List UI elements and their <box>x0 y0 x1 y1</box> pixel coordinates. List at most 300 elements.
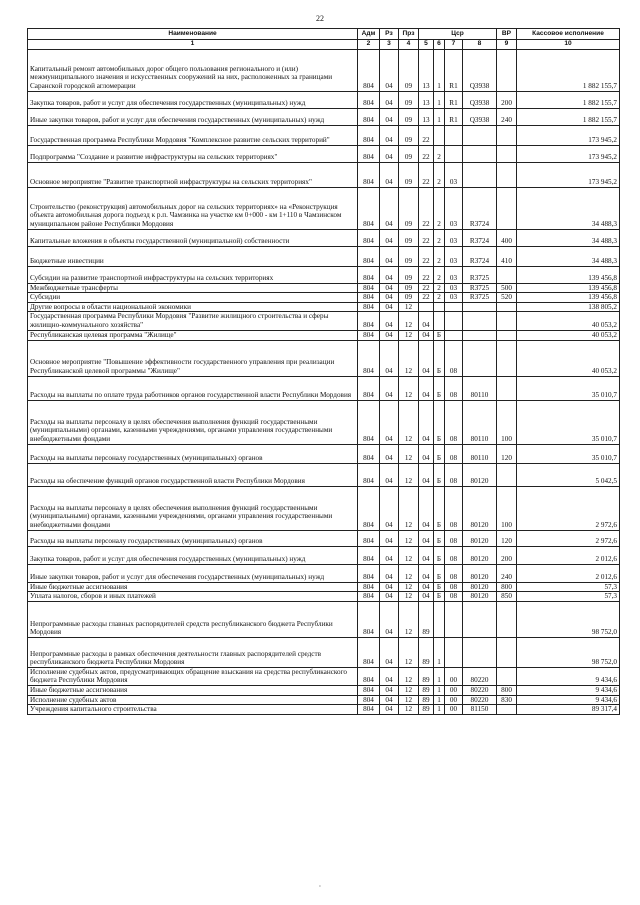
row-csr-subprogram <box>434 302 445 312</box>
row-name: Основное мероприятие "Развитие транспортной инфраструктуры на сельских территориях" <box>28 162 358 187</box>
row-prz: 12 <box>399 302 419 312</box>
row-csr-program: 89 <box>419 667 434 685</box>
row-adm: 804 <box>358 246 380 266</box>
row-adm: 804 <box>358 283 380 293</box>
row-rz: 04 <box>380 125 399 145</box>
row-csr-program: 04 <box>419 530 434 546</box>
row-amount: 1 882 155,7 <box>517 91 620 108</box>
row-rz: 04 <box>380 108 399 125</box>
row-adm: 804 <box>358 49 380 91</box>
row-vr: 120 <box>497 530 517 546</box>
row-csr-direction <box>463 125 497 145</box>
row-rz: 04 <box>380 444 399 463</box>
row-name: Учреждения капитального строительства <box>28 705 358 715</box>
row-prz: 12 <box>399 340 419 376</box>
row-adm: 804 <box>358 187 380 229</box>
row-csr-direction: R3725 <box>463 293 497 303</box>
table-row <box>28 246 620 266</box>
row-csr-direction: 80120 <box>463 592 497 602</box>
row-csr-direction: 80120 <box>463 530 497 546</box>
row-csr-subprogram: 1 <box>434 705 445 715</box>
table-row <box>28 49 620 91</box>
row-prz: 09 <box>399 49 419 91</box>
row-csr-activity: 03 <box>445 293 463 303</box>
row-name: Закупка товаров, работ и услуг для обеспечения государственных (муниципальных) нужд <box>28 91 358 108</box>
row-prz: 12 <box>399 667 419 685</box>
row-prz: 12 <box>399 530 419 546</box>
header-rz: Рз <box>380 29 399 40</box>
table-row <box>28 125 620 145</box>
table-row <box>28 266 620 283</box>
row-amount: 1 882 155,7 <box>517 49 620 91</box>
row-rz: 04 <box>380 592 399 602</box>
table-row <box>28 108 620 125</box>
row-name: Расходы на обеспечение функций органов государственной власти Республики Мордовия <box>28 463 358 486</box>
row-amount: 139 456,8 <box>517 266 620 283</box>
row-csr-program: 89 <box>419 705 434 715</box>
row-csr-direction: Q3938 <box>463 49 497 91</box>
row-amount: 98 752,0 <box>517 601 620 637</box>
row-prz: 09 <box>399 91 419 108</box>
row-prz: 09 <box>399 283 419 293</box>
row-vr <box>497 705 517 715</box>
row-csr-direction: 80120 <box>463 463 497 486</box>
row-name: Расходы на выплаты персоналу в целях обеспечения выполнения функций государственными (муниципальными) органами, казенными учреждениями, органами управления государственными внебюджетными фондами <box>28 486 358 530</box>
row-csr-subprogram: 1 <box>434 685 445 695</box>
row-rz: 04 <box>380 564 399 582</box>
table-row <box>28 312 620 330</box>
row-name: Расходы на выплаты персоналу государственных (муниципальных) органов <box>28 530 358 546</box>
row-vr: 850 <box>497 592 517 602</box>
table-row <box>28 546 620 564</box>
table-row <box>28 592 620 602</box>
row-vr: 200 <box>497 546 517 564</box>
row-amount: 98 752,0 <box>517 637 620 667</box>
row-rz: 04 <box>380 302 399 312</box>
row-prz: 12 <box>399 582 419 592</box>
row-csr-program: 22 <box>419 229 434 246</box>
row-csr-direction: R3725 <box>463 266 497 283</box>
row-name: Основное мероприятие "Повышение эффективности государственного управления при реализации Республиканской целевой программы "Жилище" <box>28 340 358 376</box>
row-csr-program <box>419 302 434 312</box>
row-csr-program: 22 <box>419 293 434 303</box>
row-name: Расходы на выплаты персоналу государственных (муниципальных) органов <box>28 444 358 463</box>
row-rz: 04 <box>380 705 399 715</box>
row-amount: 34 488,3 <box>517 246 620 266</box>
row-csr-program: 13 <box>419 49 434 91</box>
row-csr-activity: 03 <box>445 187 463 229</box>
row-rz: 04 <box>380 91 399 108</box>
row-amount: 57,3 <box>517 582 620 592</box>
row-prz: 12 <box>399 564 419 582</box>
row-csr-activity: 08 <box>445 530 463 546</box>
row-csr-direction: R3724 <box>463 229 497 246</box>
row-prz: 09 <box>399 108 419 125</box>
row-name: Иные закупки товаров, работ и услуг для обеспечения государственных (муниципальных) нужд <box>28 108 358 125</box>
row-amount: 35 010,7 <box>517 400 620 444</box>
row-rz: 04 <box>380 246 399 266</box>
row-amount: 35 010,7 <box>517 376 620 400</box>
row-csr-program: 22 <box>419 187 434 229</box>
row-rz: 04 <box>380 145 399 162</box>
row-name: Капитальный ремонт автомобильных дорог общего пользования регионального и (или) межмуниципального значения и искусственных сооружений на них, расположенных за границами Саранской городской агломерации <box>28 49 358 91</box>
row-rz: 04 <box>380 330 399 340</box>
row-name: Капитальные вложения в объекты государственной (муниципальной) собственности <box>28 229 358 246</box>
row-csr-program: 22 <box>419 283 434 293</box>
row-csr-activity <box>445 330 463 340</box>
row-csr-activity: 00 <box>445 705 463 715</box>
row-amount: 173 945,2 <box>517 125 620 145</box>
row-vr: 500 <box>497 283 517 293</box>
row-prz: 12 <box>399 601 419 637</box>
row-csr-subprogram: 2 <box>434 283 445 293</box>
row-rz: 04 <box>380 530 399 546</box>
row-vr: 200 <box>497 91 517 108</box>
row-csr-activity: 08 <box>445 582 463 592</box>
row-prz: 09 <box>399 229 419 246</box>
row-rz: 04 <box>380 293 399 303</box>
row-csr-activity: 08 <box>445 486 463 530</box>
table-row <box>28 283 620 293</box>
row-rz: 04 <box>380 582 399 592</box>
column-number: 9 <box>497 40 517 50</box>
row-rz: 04 <box>380 187 399 229</box>
row-vr: 800 <box>497 582 517 592</box>
row-csr-activity: 03 <box>445 229 463 246</box>
row-amount: 2 012,6 <box>517 564 620 582</box>
row-vr: 100 <box>497 400 517 444</box>
table-row <box>28 582 620 592</box>
row-adm: 804 <box>358 486 380 530</box>
table-row <box>28 667 620 685</box>
row-csr-subprogram: 2 <box>434 162 445 187</box>
table-row <box>28 463 620 486</box>
row-adm: 804 <box>358 293 380 303</box>
row-prz: 12 <box>399 637 419 667</box>
row-csr-program: 04 <box>419 592 434 602</box>
row-csr-program: 04 <box>419 312 434 330</box>
row-csr-program: 04 <box>419 463 434 486</box>
row-csr-subprogram: Б <box>434 564 445 582</box>
row-csr-direction: 80120 <box>463 486 497 530</box>
row-amount: 2 012,6 <box>517 546 620 564</box>
row-csr-direction: R3725 <box>463 283 497 293</box>
row-csr-direction <box>463 312 497 330</box>
column-number-row <box>28 40 620 50</box>
row-adm: 804 <box>358 312 380 330</box>
row-vr <box>497 463 517 486</box>
header-csr: Цср <box>419 29 497 40</box>
table-row <box>28 330 620 340</box>
row-name: Исполнение судебных актов, предусматривающих обращение взыскания на средства республиканского бюджета Республики Мордовия <box>28 667 358 685</box>
row-rz: 04 <box>380 376 399 400</box>
row-csr-program: 89 <box>419 601 434 637</box>
row-vr: 410 <box>497 246 517 266</box>
row-csr-activity: 00 <box>445 667 463 685</box>
row-rz: 04 <box>380 637 399 667</box>
row-prz: 12 <box>399 444 419 463</box>
row-name: Государственная программа Республики Мордовия "Комплексное развитие сельских территорий" <box>28 125 358 145</box>
row-csr-subprogram: Б <box>434 592 445 602</box>
row-csr-subprogram: 2 <box>434 293 445 303</box>
row-rz: 04 <box>380 601 399 637</box>
row-csr-subprogram <box>434 601 445 637</box>
row-name: Закупка товаров, работ и услуг для обеспечения государственных (муниципальных) нужд <box>28 546 358 564</box>
row-vr: 120 <box>497 444 517 463</box>
table-row <box>28 91 620 108</box>
row-csr-activity: 03 <box>445 246 463 266</box>
row-csr-activity <box>445 145 463 162</box>
row-adm: 804 <box>358 302 380 312</box>
row-csr-direction: 80120 <box>463 564 497 582</box>
table-row <box>28 530 620 546</box>
row-amount: 35 010,7 <box>517 444 620 463</box>
row-rz: 04 <box>380 340 399 376</box>
table-body <box>28 49 620 714</box>
row-prz: 09 <box>399 125 419 145</box>
row-csr-subprogram <box>434 125 445 145</box>
row-prz: 09 <box>399 246 419 266</box>
row-csr-subprogram: Б <box>434 546 445 564</box>
row-name: Субсидии <box>28 293 358 303</box>
row-vr <box>497 187 517 229</box>
row-csr-subprogram: Б <box>434 582 445 592</box>
row-prz: 12 <box>399 463 419 486</box>
row-name: Расходы на выплаты персоналу в целях обеспечения выполнения функций государственными (муниципальными) органами, казенными учреждениями, органами управления государственными внебюджетными фондами <box>28 400 358 444</box>
row-csr-activity: 08 <box>445 564 463 582</box>
row-adm: 804 <box>358 91 380 108</box>
row-csr-subprogram: 1 <box>434 49 445 91</box>
row-csr-direction <box>463 340 497 376</box>
row-adm: 804 <box>358 705 380 715</box>
row-prz: 12 <box>399 376 419 400</box>
row-csr-direction <box>463 330 497 340</box>
row-adm: 804 <box>358 330 380 340</box>
row-csr-program: 22 <box>419 266 434 283</box>
table-row <box>28 564 620 582</box>
row-amount: 2 972,6 <box>517 530 620 546</box>
row-vr <box>497 312 517 330</box>
row-csr-program: 13 <box>419 108 434 125</box>
row-csr-subprogram: Б <box>434 376 445 400</box>
row-name: Исполнение судебных актов <box>28 695 358 705</box>
column-number: 1 <box>28 40 358 50</box>
row-csr-subprogram: Б <box>434 463 445 486</box>
row-prz: 12 <box>399 695 419 705</box>
row-amount: 89 317,4 <box>517 705 620 715</box>
row-csr-activity: R1 <box>445 108 463 125</box>
row-vr <box>497 302 517 312</box>
row-csr-program: 04 <box>419 546 434 564</box>
footer-mark: · <box>318 882 322 891</box>
row-name: Государственная программа Республики Мордовия "Развитие жилищного строительства и сферы жилищно-коммунального хозяйства" <box>28 312 358 330</box>
row-adm: 804 <box>358 108 380 125</box>
row-amount: 139 456,8 <box>517 283 620 293</box>
row-vr <box>497 330 517 340</box>
row-csr-direction <box>463 601 497 637</box>
column-number: 5 <box>419 40 434 50</box>
row-csr-subprogram: 2 <box>434 187 445 229</box>
row-csr-direction <box>463 302 497 312</box>
row-csr-direction <box>463 162 497 187</box>
row-csr-program: 04 <box>419 400 434 444</box>
budget-table <box>27 28 620 715</box>
row-rz: 04 <box>380 463 399 486</box>
row-amount: 34 488,3 <box>517 229 620 246</box>
row-prz: 09 <box>399 266 419 283</box>
column-number: 3 <box>380 40 399 50</box>
row-adm: 804 <box>358 229 380 246</box>
row-adm: 804 <box>358 444 380 463</box>
row-vr: 400 <box>497 229 517 246</box>
row-csr-activity: 08 <box>445 546 463 564</box>
row-vr <box>497 145 517 162</box>
row-csr-program: 89 <box>419 685 434 695</box>
row-csr-direction: 81150 <box>463 705 497 715</box>
row-vr <box>497 667 517 685</box>
row-amount: 9 434,6 <box>517 695 620 705</box>
row-csr-direction: 80120 <box>463 546 497 564</box>
row-prz: 09 <box>399 162 419 187</box>
row-csr-activity: 08 <box>445 340 463 376</box>
row-vr <box>497 266 517 283</box>
row-csr-activity: 00 <box>445 685 463 695</box>
row-csr-activity: 03 <box>445 283 463 293</box>
row-vr <box>497 162 517 187</box>
row-rz: 04 <box>380 229 399 246</box>
row-csr-program: 13 <box>419 91 434 108</box>
row-vr: 240 <box>497 108 517 125</box>
row-amount: 40 053,2 <box>517 340 620 376</box>
table-row <box>28 187 620 229</box>
row-name: Иные закупки товаров, работ и услуг для обеспечения государственных (муниципальных) нужд <box>28 564 358 582</box>
row-rz: 04 <box>380 312 399 330</box>
row-adm: 804 <box>358 376 380 400</box>
row-amount: 138 805,2 <box>517 302 620 312</box>
row-rz: 04 <box>380 162 399 187</box>
row-csr-program: 04 <box>419 582 434 592</box>
row-vr <box>497 637 517 667</box>
row-csr-direction: R3724 <box>463 187 497 229</box>
row-csr-subprogram: Б <box>434 530 445 546</box>
row-csr-subprogram: 2 <box>434 266 445 283</box>
row-adm: 804 <box>358 637 380 667</box>
row-csr-activity: 08 <box>445 463 463 486</box>
row-adm: 804 <box>358 463 380 486</box>
row-vr <box>497 376 517 400</box>
row-name: Подпрограмма "Создание и развитие инфраструктуры на сельских территориях" <box>28 145 358 162</box>
row-csr-activity <box>445 601 463 637</box>
row-amount: 9 434,6 <box>517 685 620 695</box>
table-row <box>28 637 620 667</box>
row-name: Иные бюджетные ассигнования <box>28 685 358 695</box>
row-amount: 9 434,6 <box>517 667 620 685</box>
row-csr-activity: 08 <box>445 376 463 400</box>
table-row <box>28 302 620 312</box>
row-prz: 09 <box>399 145 419 162</box>
row-rz: 04 <box>380 266 399 283</box>
table-row <box>28 145 620 162</box>
table-row <box>28 601 620 637</box>
table-row <box>28 340 620 376</box>
row-adm: 804 <box>358 695 380 705</box>
row-name: Другие вопросы в области национальной экономики <box>28 302 358 312</box>
row-prz: 12 <box>399 400 419 444</box>
row-adm: 804 <box>358 667 380 685</box>
row-adm: 804 <box>358 145 380 162</box>
column-number: 10 <box>517 40 620 50</box>
row-rz: 04 <box>380 685 399 695</box>
row-csr-subprogram: 2 <box>434 246 445 266</box>
header-vr: ВР <box>497 29 517 40</box>
row-amount: 5 042,5 <box>517 463 620 486</box>
row-amount: 2 972,6 <box>517 486 620 530</box>
table-row <box>28 162 620 187</box>
row-rz: 04 <box>380 486 399 530</box>
row-adm: 804 <box>358 546 380 564</box>
row-prz: 09 <box>399 187 419 229</box>
row-csr-program: 89 <box>419 637 434 667</box>
row-csr-direction: Q3938 <box>463 91 497 108</box>
row-csr-direction: Q3938 <box>463 108 497 125</box>
row-csr-activity: 03 <box>445 162 463 187</box>
row-csr-subprogram: 2 <box>434 145 445 162</box>
row-csr-direction: 80110 <box>463 400 497 444</box>
row-csr-subprogram <box>434 312 445 330</box>
header-name: Наименование <box>28 29 358 40</box>
row-amount: 1 882 155,7 <box>517 108 620 125</box>
row-csr-activity <box>445 302 463 312</box>
row-vr <box>497 125 517 145</box>
row-csr-subprogram: Б <box>434 330 445 340</box>
row-vr <box>497 49 517 91</box>
row-amount: 34 488,3 <box>517 187 620 229</box>
row-adm: 804 <box>358 564 380 582</box>
row-name: Республиканская целевая программа "Жилище" <box>28 330 358 340</box>
row-csr-activity <box>445 637 463 667</box>
row-amount: 40 053,2 <box>517 330 620 340</box>
header-adm: Адм <box>358 29 380 40</box>
row-csr-subprogram: 2 <box>434 229 445 246</box>
row-csr-direction: 80110 <box>463 444 497 463</box>
row-adm: 804 <box>358 685 380 695</box>
row-vr: 240 <box>497 564 517 582</box>
row-name: Субсидии на развитие транспортной инфраструктуры на сельских территориях <box>28 266 358 283</box>
row-csr-subprogram: 1 <box>434 695 445 705</box>
row-name: Расходы на выплаты по оплате труда работников органов государственной власти Республики Мордовия <box>28 376 358 400</box>
row-rz: 04 <box>380 667 399 685</box>
row-csr-program: 22 <box>419 246 434 266</box>
row-csr-activity: R1 <box>445 49 463 91</box>
row-rz: 04 <box>380 283 399 293</box>
row-vr: 100 <box>497 486 517 530</box>
table-row <box>28 229 620 246</box>
row-csr-subprogram: 1 <box>434 637 445 667</box>
row-csr-program: 89 <box>419 695 434 705</box>
row-csr-program: 22 <box>419 125 434 145</box>
row-csr-direction: 80220 <box>463 685 497 695</box>
row-amount: 173 945,2 <box>517 145 620 162</box>
row-csr-direction: 80220 <box>463 695 497 705</box>
row-csr-subprogram: Б <box>434 340 445 376</box>
row-prz: 12 <box>399 685 419 695</box>
row-csr-direction <box>463 637 497 667</box>
row-adm: 804 <box>358 340 380 376</box>
row-csr-activity: R1 <box>445 91 463 108</box>
table-row <box>28 705 620 715</box>
row-name: Непрограммные расходы в рамках обеспечения деятельности главных распорядителей средств республиканского бюджета Республики Мордовия <box>28 637 358 667</box>
row-csr-subprogram: 1 <box>434 108 445 125</box>
